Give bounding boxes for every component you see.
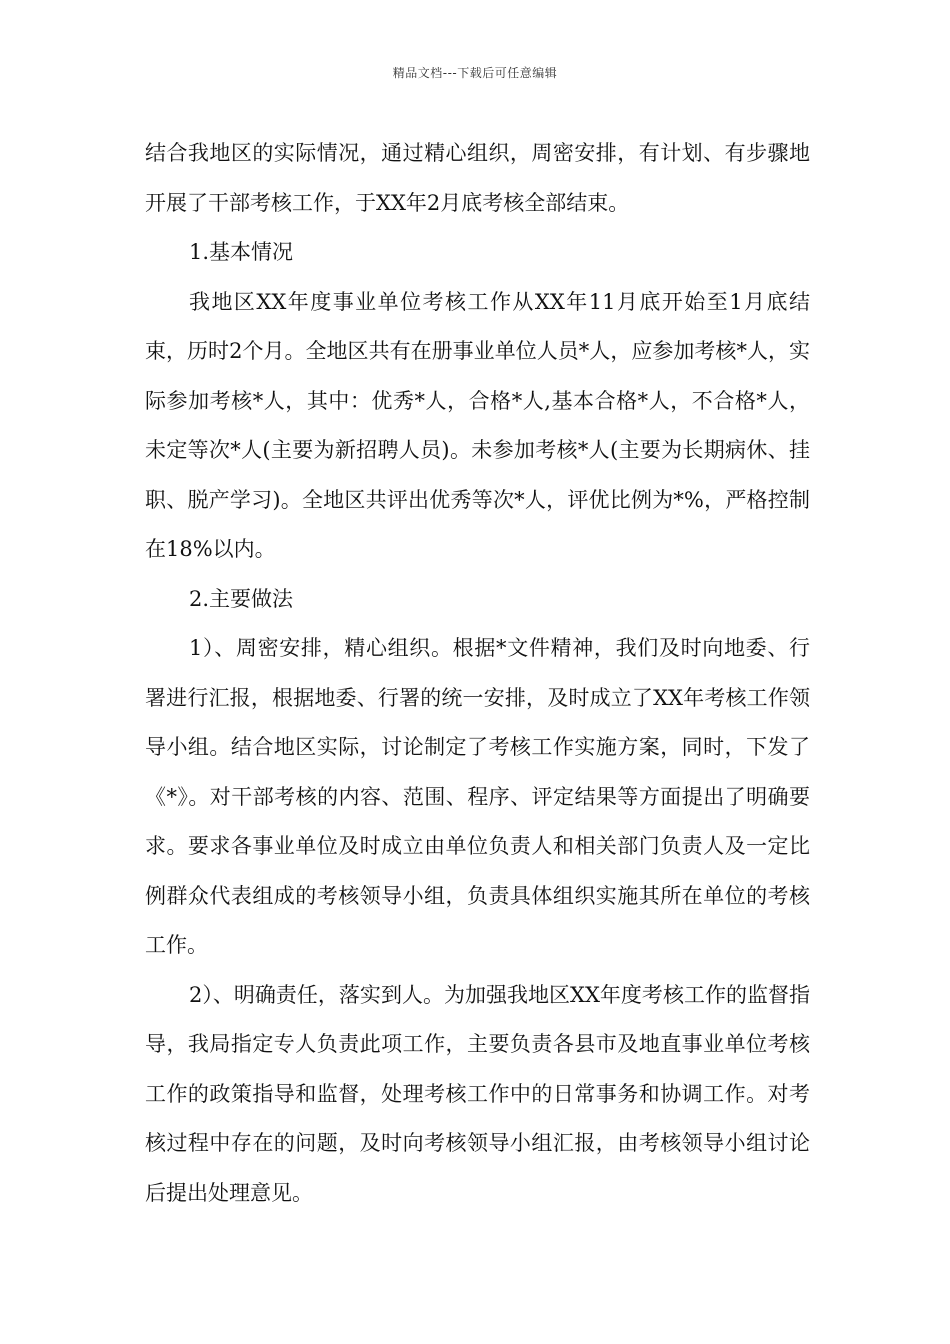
section-heading-basic-situation: 1.基本情况 xyxy=(189,240,294,264)
paragraph-practice-1: 1）、周密安排，精心组织。根据*文件精神，我们及时向地委、行署进行汇报，根据地委、行署的统一安排，及时成立了XX年考核工作领导小组。结合地区实际，讨论制定了考核工作实施方案，同时，下发了《*》。对干部考核的内容、范围、程序、评定结果等方面提出了明确要求。要求各事业单位及时成立由单位负责人和相关部门负责人及一定比例群众代表组成的考核领导小组，负责具体组织实施其所在单位的考核工作。 xyxy=(145,636,810,957)
paragraph-basic-situation: 我地区XX年度事业单位考核工作从XX年11月底开始至1月底结束，历时2个月。全地区共有在册事业单位人员*人，应参加考核*人，实际参加考核*人，其中：优秀*人，合格*人,基本合格*人，不合格*人，未定等次*人(主要为新招聘人员)。未参加考核*人(主要为长期病休、挂职、脱产学习)。全地区共评出优秀等次*人，评优比例为*%，严格控制在18%以内。 xyxy=(145,289,810,561)
paragraph-practice-2: 2）、明确责任，落实到人。为加强我地区XX年度考核工作的监督指导，我局指定专人负责此项工作，主要负责各县市及地直事业单位考核工作的政策指导和监督，处理考核工作中的日常事务和协调工作。对考核过程中存在的问题，及时向考核领导小组汇报，由考核领导小组讨论后提出处理意见。 xyxy=(145,982,810,1205)
document-body xyxy=(145,129,810,1218)
page-header: 精品文档---下载后可任意编辑 xyxy=(392,66,558,80)
paragraph-intro: 结合我地区的实际情况，通过精心组织，周密安排，有计划、有步骤地开展了干部考核工作，于XX年2月底考核全部结束。 xyxy=(145,141,810,215)
section-heading-main-practices: 2.主要做法 xyxy=(189,586,294,611)
